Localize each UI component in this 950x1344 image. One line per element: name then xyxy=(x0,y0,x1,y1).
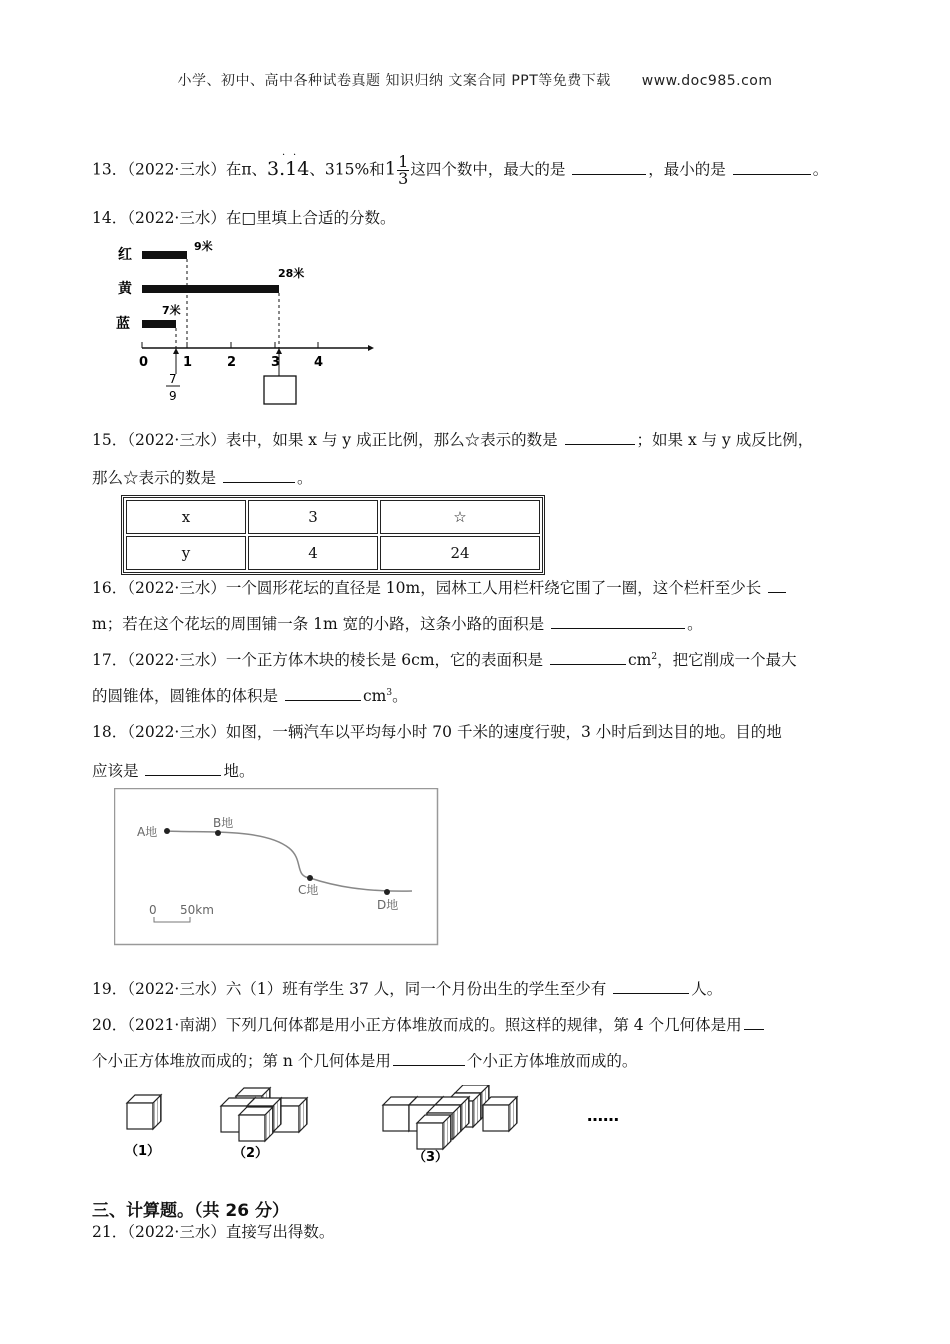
question-text: ；如果 x 与 y 成反比例， xyxy=(636,431,814,449)
q13-text: 这四个数中，最大的是 xyxy=(410,160,566,179)
question-number: 13． xyxy=(92,160,128,179)
repeating-decimal-value: 3.14 xyxy=(267,157,310,180)
question-source: （2022·三水） xyxy=(127,651,226,669)
question-text: 。 xyxy=(392,687,408,705)
tick-label-4: 4 xyxy=(314,355,324,370)
unit: cm xyxy=(362,687,387,705)
question-number: 15． xyxy=(92,431,128,449)
question-source: （2022·三水） xyxy=(127,160,226,179)
table-cell: 24 xyxy=(380,536,540,570)
question-17-line-1 xyxy=(92,648,797,670)
answer-blank[interactable] xyxy=(551,614,685,629)
bar-yellow xyxy=(142,285,279,293)
cube xyxy=(239,1107,273,1141)
question-text: 下列几何体都是用小正方体堆放而成的。照这样的规律，第 4 个几何体是用 xyxy=(225,1016,742,1034)
question-14 xyxy=(92,206,396,228)
answer-blank[interactable] xyxy=(223,468,295,483)
figure-label-3: （3） xyxy=(413,1150,449,1165)
table-cell: y xyxy=(126,536,246,570)
question-source: （2022·三水） xyxy=(127,579,226,597)
question-text: 那么☆表示的数是 xyxy=(92,469,217,487)
answer-blank[interactable] xyxy=(733,160,811,175)
answer-blank[interactable] xyxy=(550,650,626,665)
question-text: 。 xyxy=(296,469,313,487)
bar-value-red: 9米 xyxy=(194,240,213,253)
fraction-numerator: 1 xyxy=(398,152,409,171)
bar-number-line-figure xyxy=(110,236,375,408)
question-number: 20． xyxy=(92,1016,128,1034)
bar-value-yellow: 28米 xyxy=(278,267,305,280)
question-text: 个小正方体堆放而成的。 xyxy=(466,1052,638,1070)
question-source: （2022·三水） xyxy=(127,980,226,998)
bar-label-blue: 蓝 xyxy=(116,316,130,332)
cube xyxy=(127,1095,161,1129)
table-row xyxy=(126,500,540,534)
question-17-line-2 xyxy=(92,684,408,706)
figure-label-2: （2） xyxy=(233,1146,269,1161)
question-text: m；若在这个花坛的周围铺一条 1m 宽的小路，这条小路的面积是 xyxy=(92,615,545,633)
question-text: 的圆锥体，圆锥体的体积是 xyxy=(92,687,279,705)
mixed-number-whole: 1 xyxy=(384,158,397,180)
question-source: （2022·三水） xyxy=(127,431,226,449)
table-cell: x xyxy=(126,500,246,534)
question-text: 表中，如果 x 与 y 成正比例，那么☆表示的数是 xyxy=(225,431,558,449)
point-c xyxy=(307,875,313,881)
unit: cm xyxy=(627,651,652,669)
question-text: 六（1）班有学生 37 人，同一个月份出生的学生至少有 xyxy=(225,980,607,998)
answer-blank[interactable] xyxy=(768,578,786,593)
question-13 xyxy=(92,149,829,188)
answer-blank[interactable] xyxy=(393,1051,465,1066)
bar-value-blue: 7米 xyxy=(162,304,181,317)
answer-blank[interactable] xyxy=(565,430,635,445)
place-label-b: B地 xyxy=(213,816,234,830)
question-number: 19． xyxy=(92,980,128,998)
question-text: 一个圆形花坛的直径是 10m，园林工人用栏杆绕它围了一圈，这个栏杆至少长 xyxy=(225,579,762,597)
q13-text: 在π、 xyxy=(225,160,268,179)
question-number: 21． xyxy=(92,1223,128,1241)
question-source: （2022·三水） xyxy=(127,1223,226,1241)
point-b xyxy=(215,830,221,836)
answer-blank[interactable] xyxy=(285,686,361,701)
unit-superscript: 2 xyxy=(651,651,658,662)
proportion-table xyxy=(121,495,545,575)
question-text: 地。 xyxy=(223,762,255,780)
answer-blank[interactable] xyxy=(744,1015,764,1030)
tick-label-1: 1 xyxy=(183,355,193,370)
arrow-answer-head xyxy=(276,348,282,354)
cube xyxy=(483,1097,517,1131)
question-text: 直接写出得数。 xyxy=(225,1223,335,1241)
q13-text: 、315%和 xyxy=(309,160,385,179)
bar-label-yellow: 黄 xyxy=(118,281,132,297)
question-15-line-1 xyxy=(92,428,813,450)
tick-label-0: 0 xyxy=(139,355,149,370)
question-18-line-2 xyxy=(92,759,254,781)
number-line-arrow xyxy=(368,345,374,351)
figure-label-1: （1） xyxy=(125,1144,161,1159)
map-frame xyxy=(115,789,438,945)
question-16-line-1 xyxy=(92,576,788,598)
fraction-denominator: 3 xyxy=(398,169,409,188)
question-21 xyxy=(92,1220,334,1242)
scale-zero: 0 xyxy=(149,903,157,917)
page-header xyxy=(0,70,950,90)
section-title: 三、计算题。（共 26 分） xyxy=(92,1201,289,1221)
question-20-line-1 xyxy=(92,1013,766,1035)
bar-red xyxy=(142,251,187,259)
question-text: 。 xyxy=(687,615,703,633)
question-text: 个小正方体堆放而成的；第 n 个几何体是用 xyxy=(92,1052,391,1070)
question-16-line-2 xyxy=(92,612,703,634)
table-cell: 3 xyxy=(248,500,378,534)
answer-blank[interactable] xyxy=(572,160,646,175)
frac-numerator: 7 xyxy=(169,372,177,386)
bar-blue xyxy=(142,320,176,328)
question-source: （2022·三水） xyxy=(127,723,226,741)
tick-label-2: 2 xyxy=(227,355,237,370)
fraction-one-third xyxy=(397,154,409,187)
answer-blank[interactable] xyxy=(145,761,221,776)
bar-label-red: 红 xyxy=(118,247,132,263)
point-a xyxy=(164,828,170,834)
question-19 xyxy=(92,977,722,999)
question-text: ，把它削成一个最大 xyxy=(657,651,797,669)
question-number: 17． xyxy=(92,651,128,669)
question-text: 人。 xyxy=(691,980,723,998)
question-15-line-2 xyxy=(92,466,312,488)
question-20-line-2 xyxy=(92,1049,637,1071)
header-url: www.doc985.com xyxy=(641,73,773,89)
question-text: 一个正方体木块的棱长是 6cm，它的表面积是 xyxy=(225,651,544,669)
question-18-line-1 xyxy=(92,720,782,742)
ellipsis: …… xyxy=(587,1106,619,1125)
question-source: （2022·三水） xyxy=(127,209,226,227)
route-map-figure xyxy=(114,788,439,946)
scale-label: 50km xyxy=(180,903,214,917)
question-number: 14． xyxy=(92,209,128,227)
q13-text: ，最小的是 xyxy=(648,160,726,179)
question-text: 在□里填上合适的分数。 xyxy=(225,209,396,227)
table-cell: 4 xyxy=(248,536,378,570)
frac-denominator: 9 xyxy=(169,389,177,403)
cube-stacks-figure xyxy=(115,1085,635,1167)
answer-blank[interactable] xyxy=(613,979,689,994)
cube xyxy=(417,1115,451,1149)
table-row xyxy=(126,536,540,570)
answer-box[interactable] xyxy=(264,376,296,404)
point-d xyxy=(384,889,390,895)
unit-superscript: 3 xyxy=(386,687,393,698)
place-label-c: C地 xyxy=(298,883,319,897)
question-text: 如图，一辆汽车以平均每小时 70 千米的速度行驶，3 小时后到达目的地。目的地 xyxy=(225,723,782,741)
q13-text: 。 xyxy=(812,160,829,179)
question-source: （2021·南湖） xyxy=(127,1016,226,1034)
repeating-decimal: 3.14 · · xyxy=(267,149,310,180)
tick-label-3: 3 xyxy=(271,355,281,370)
arrow-7-9-head xyxy=(173,348,179,354)
question-text: 应该是 xyxy=(92,762,139,780)
header-text: 小学、初中、高中各种试卷真题 知识归纳 文案合同 PPT等免费下载 xyxy=(177,73,611,89)
place-label-a: A地 xyxy=(137,825,158,839)
table-cell: ☆ xyxy=(380,500,540,534)
question-number: 18． xyxy=(92,723,128,741)
place-label-d: D地 xyxy=(377,898,399,912)
question-number: 16． xyxy=(92,579,128,597)
